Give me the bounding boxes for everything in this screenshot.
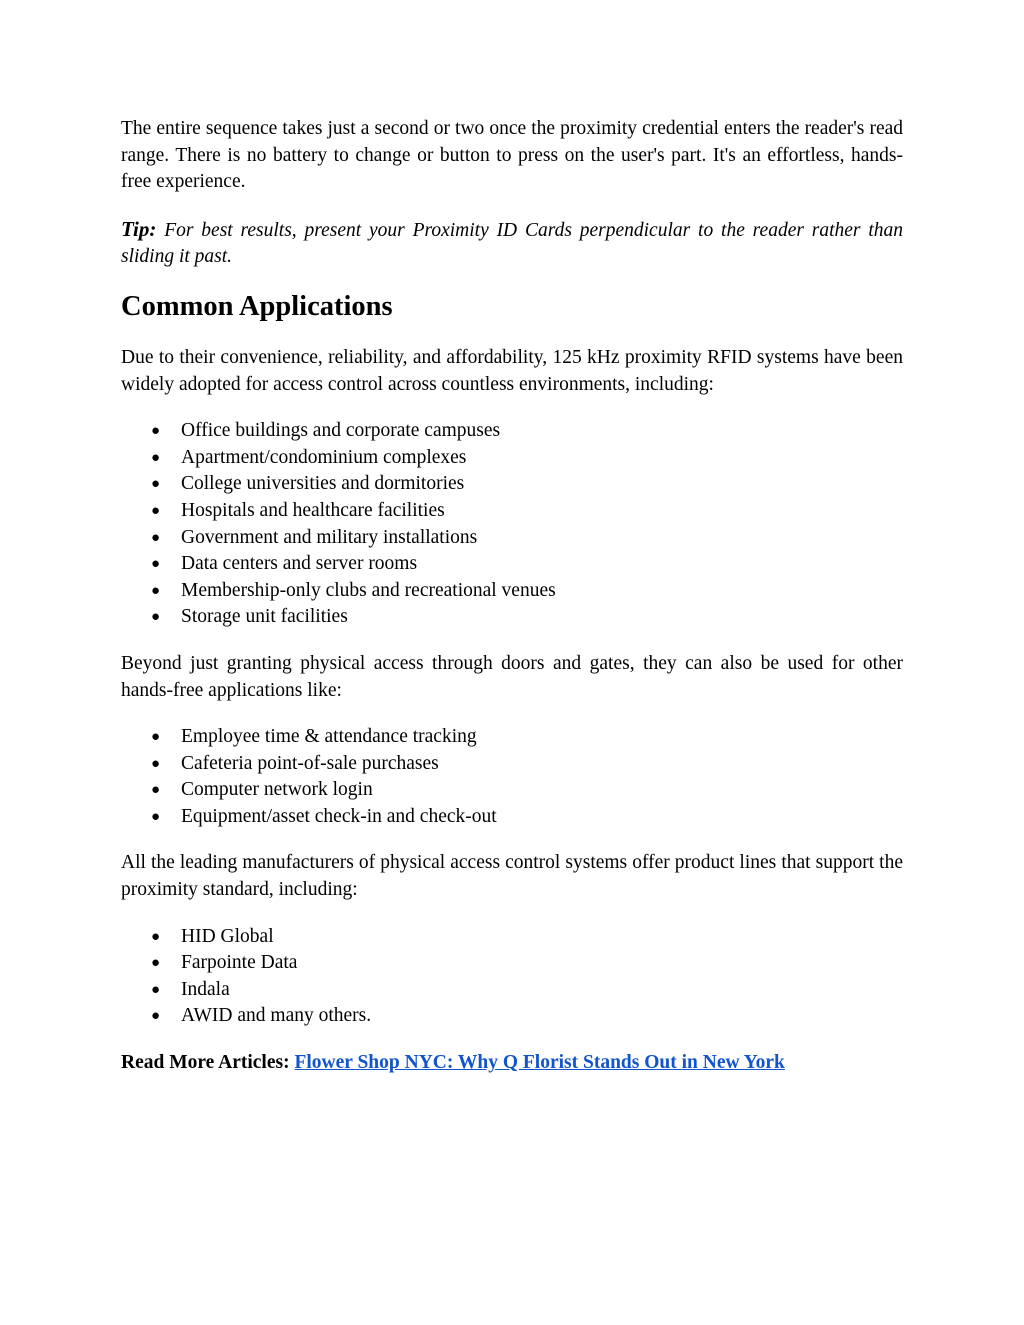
section-heading: Common Applications: [121, 290, 393, 322]
list-item-text: Apartment/condominium complexes: [181, 446, 467, 468]
list-item-text: Storage unit facilities: [181, 606, 348, 628]
hands-free-paragraph: Beyond just granting physical access through doors and gates, they can also be used for other hands-free applications like:: [121, 652, 903, 701]
list-item-text: Government and military installations: [181, 526, 478, 548]
applications-paragraph: Due to their convenience, reliability, and affordability, 125 kHz proximity RFID systems have been widely adopted for access control across countless environments, including:: [121, 346, 903, 395]
environments-list: [121, 418, 903, 631]
tip-text: For best results, present your Proximity ID Cards perpendicular to the reader rather than sliding it past.: [121, 219, 903, 268]
tip-label: Tip:: [121, 216, 157, 241]
list-item-text: Cafeteria point-of-sale purchases: [181, 752, 439, 774]
list-item-text: Indala: [181, 978, 230, 1000]
list-item: [121, 525, 903, 552]
list-item: [121, 604, 903, 631]
list-item: [121, 1003, 903, 1030]
hands-free-list: [121, 724, 903, 830]
list-item: [121, 751, 903, 778]
bullet-icon: ●: [151, 609, 161, 626]
bullet-icon: ●: [151, 782, 161, 799]
read-more-link[interactable]: Flower Shop NYC: Why Q Florist Stands Out in New York: [294, 1052, 785, 1074]
bullet-icon: ●: [151, 449, 161, 466]
list-item-text: Data centers and server rooms: [181, 553, 418, 575]
bullet-icon: ●: [151, 529, 161, 546]
list-item-text: Equipment/asset check-in and check-out: [181, 805, 497, 827]
bullet-icon: ●: [151, 928, 161, 945]
bullet-icon: ●: [151, 981, 161, 998]
list-item: [121, 498, 903, 525]
list-item-text: Employee time & attendance tracking: [181, 726, 477, 748]
bullet-icon: ●: [151, 808, 161, 825]
intro-paragraph: The entire sequence takes just a second or two once the proximity credential enters the reader's read range. There is no battery to change or button to press on the user's part. It's an effortless, hands-free experience.: [121, 118, 903, 193]
bullet-icon: ●: [151, 1008, 161, 1025]
document-page: [121, 116, 903, 1077]
list-item-text: AWID and many others.: [181, 1005, 372, 1027]
read-more-paragraph: [121, 1050, 903, 1077]
bullet-icon: ●: [151, 476, 161, 493]
list-item: [121, 551, 903, 578]
read-more-label: Read More Articles:: [121, 1052, 290, 1074]
list-item-text: Membership-only clubs and recreational venues: [181, 579, 556, 601]
list-item-text: Farpointe Data: [181, 952, 298, 974]
manufacturers-paragraph: All the leading manufacturers of physical access control systems offer product lines that support the proximity standard, including:: [121, 852, 903, 901]
tip-paragraph: [121, 216, 903, 271]
list-item: [121, 777, 903, 804]
list-item-text: Hospitals and healthcare facilities: [181, 499, 445, 521]
list-item: [121, 950, 903, 977]
manufacturers-list: [121, 924, 903, 1030]
bullet-icon: ●: [151, 502, 161, 519]
bullet-icon: ●: [151, 755, 161, 772]
list-item: [121, 977, 903, 1004]
bullet-icon: ●: [151, 582, 161, 599]
list-item-text: HID Global: [181, 925, 274, 947]
list-item: [121, 471, 903, 498]
list-item: [121, 924, 903, 951]
bullet-icon: ●: [151, 955, 161, 972]
list-item: [121, 578, 903, 605]
list-item-text: College universities and dormitories: [181, 473, 465, 495]
list-item: [121, 724, 903, 751]
bullet-icon: ●: [151, 423, 161, 440]
list-item: [121, 445, 903, 472]
list-item-text: Office buildings and corporate campuses: [181, 420, 501, 442]
list-item: [121, 418, 903, 445]
list-item: [121, 804, 903, 831]
bullet-icon: ●: [151, 556, 161, 573]
bullet-icon: ●: [151, 729, 161, 746]
list-item-text: Computer network login: [181, 779, 373, 801]
